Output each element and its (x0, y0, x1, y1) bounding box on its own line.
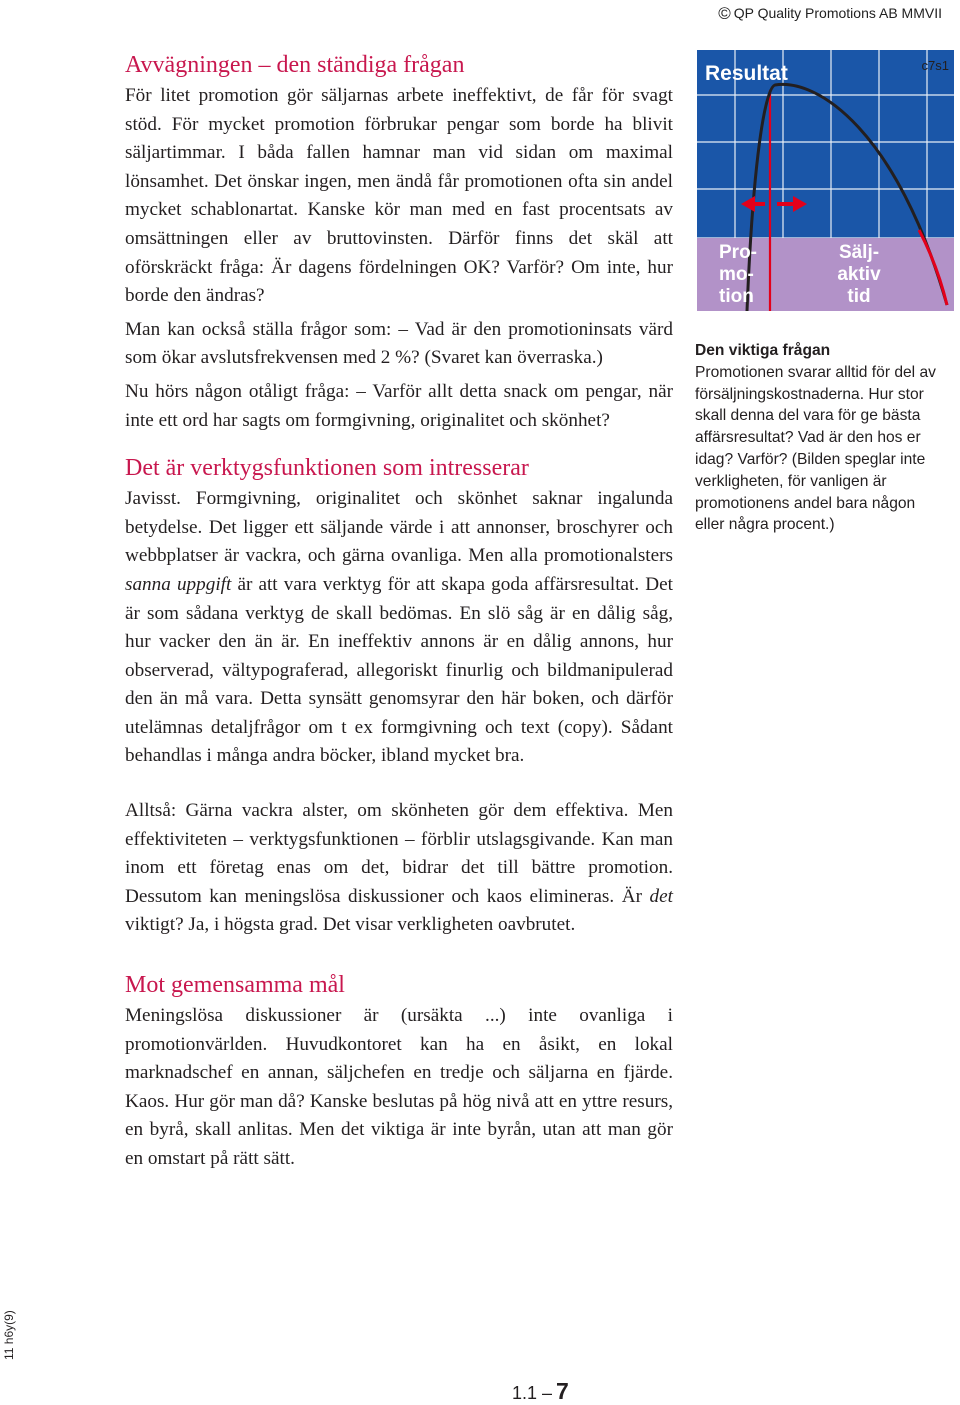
side-identifier: 11 h6y(9) (2, 1310, 16, 1360)
promotion-label-line-3: tion (719, 286, 754, 307)
diagram-title: Resultat (705, 62, 788, 85)
copyright-line (718, 4, 942, 24)
figure-caption (695, 340, 945, 536)
emphasis-true-task: sanna uppgift (125, 573, 232, 595)
page-prefix: 1.1 – (512, 1383, 553, 1403)
paragraph-tool-function-2: Alltså: Gärna vackra alster, om skönheten gör dem effektiva. Men effektiviteten – verktygsfunktionen – förblir utslagsgivande. Kan man inom ett företag enas om det, bidrar det till bättre promotion. Dessutom kan meningslösa diskussioner och kaos elimineras. Är det viktigt? Ja, i högsta grad. Det visar verkligheten oavbrutet. (125, 800, 673, 936)
section-heading-tool-function: Det är verktygsfunktionen som intresserar (125, 455, 529, 482)
promotion-label-line-2: mo- (719, 264, 754, 285)
result-diagram (697, 50, 954, 311)
paragraph-tool-function-1: Javisst. Formgivning, originalitet och skönhet saknar ingalunda betydelse. Det ligger ett säljande värde i att annonser, broschyrer och webbplatser är vackra, och gärna ovanliga. Men alla promotionalsters sanna uppgift är att vara verktyg för att skapa goda affärsresultat. Det är som sådana verktyg de skall bedömas. En slö såg är en dålig såg, hur vacker den än är. En ineffektiv annons är en dålig annons, hur observerad, vältypograferad, allegoriskt finurlig och bildmanipulerad den än må vara. Detta synsätt genomsyrar den här boken, och därför utelämnas detaljfrågor om t ex formgivning och text (copy). Sådant behandlas i många andra böcker, ibland mycket bra. (125, 488, 673, 767)
copyright-symbol: © (718, 4, 731, 23)
sales-label-line-2: aktiv (837, 264, 881, 285)
copyright-text: QP Quality Promotions AB MMVII (733, 5, 942, 21)
sales-label-line-3: tid (847, 286, 871, 307)
caption-title: Den viktiga frågan (695, 342, 831, 359)
sales-label-line-1: Sälj- (838, 242, 880, 263)
page-number (512, 1378, 569, 1405)
paragraph-tradeoff-2: Man kan också ställa frågor som: – Vad är den promotioninsats värd som ökar avslutsfrekvensen med 2 %? (Svaret kan överraska.) (125, 318, 673, 369)
paragraph-tradeoff-1: För litet promotion gör säljarnas arbete ineffektivt, de får för svagt stöd. För mycket promotion förbrukar pengar som borde ha blivit säljartimmar. I båda fallen hamnar man vid sidan om maximal lönsamhet. Det önskar ingen, men ändå får promotionen ofta sin andel mycket schablonartat. Kanske kör man med en fast procentsats av omsättningen eller av bruttovinsten. Därför finns det skäl att oförskräckt fråga: Är dagens fördelningen OK? Varför? Om inte, hur borde den ändras? (125, 85, 673, 307)
caption-text: Promotionen svarar alltid för del av försäljningskostnaderna. Hur stor skall denna del vara för ge bästa affärsresultat? Vad är den hos er idag? Varför? (Bilden speglar inte verkligheten, för vanligen är promotionens andel bara någon eller några procent.) (695, 363, 936, 534)
diagram-code: c7s1 (921, 58, 949, 73)
section-heading-common-goals: Mot gemensamma mål (125, 972, 345, 999)
promotion-label-line-1: Pro- (719, 242, 757, 263)
paragraph-tradeoff-3: Nu hörs någon otåligt fråga: – Varför allt detta snack om pengar, när inte ett ord har sagts om formgivning, originalitet och skönhet? (125, 380, 673, 431)
emphasis-det: det (649, 885, 673, 907)
page-number-value: 7 (556, 1378, 569, 1404)
section-heading-tradeoff: Avvägningen – den ständiga frågan (125, 52, 465, 78)
main-text-column (125, 50, 673, 1174)
promotion-label (719, 242, 757, 307)
paragraph-common-goals-1: Meningslösa diskussioner är (ursäkta ...) inte ovanliga i promotionvärlden. Huvudkontoret kan ha en åsikt, en lokal marknadschef en annan, säljchefen en tredje och säljarna en fjärde. Kaos. Hur gör man då? Kanske beslutas på hög nivå att en yttre resurs, en byrå, skall anlitas. Men det viktiga är inte byrån, utan att man gör en omstart på rätt sätt. (125, 1005, 673, 1169)
